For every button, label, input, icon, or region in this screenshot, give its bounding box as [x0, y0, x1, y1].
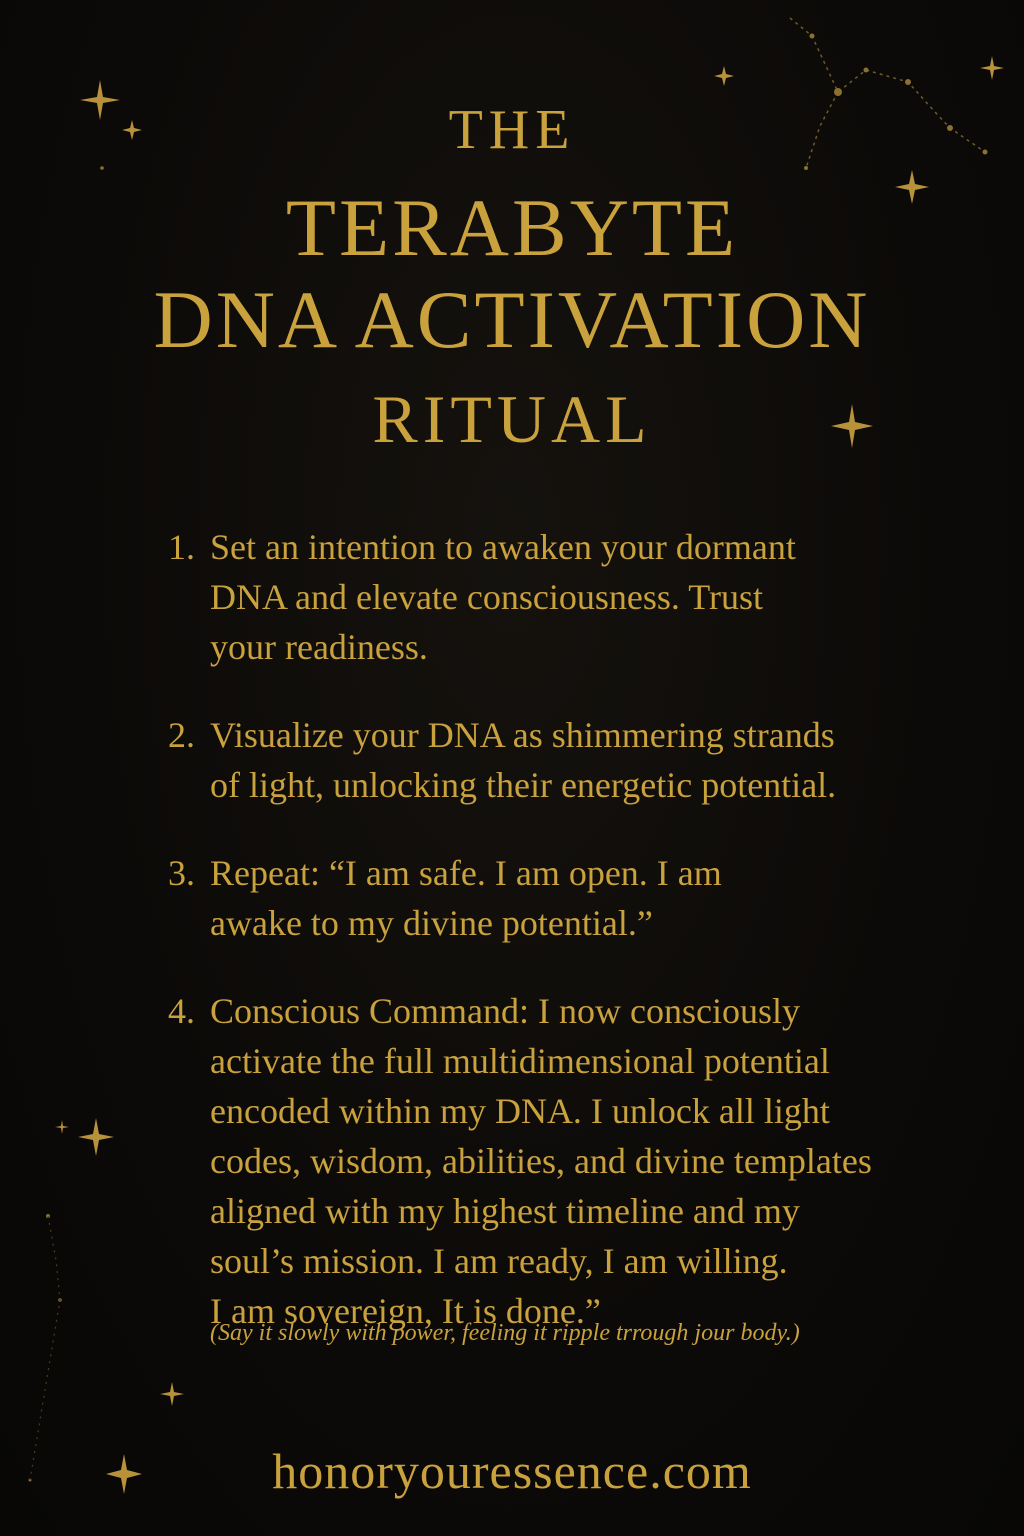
step-line: I am sovereign, It is done.”: [210, 1291, 601, 1331]
sparkle-star-icon: [78, 1118, 114, 1156]
step-number: 3.: [168, 853, 195, 893]
step-line: codes, wisdom, abilities, and divine templates: [210, 1141, 872, 1181]
step-number: 1.: [168, 527, 195, 567]
step-line: activate the full multidimensional potential: [210, 1041, 830, 1081]
step-number: 4.: [168, 991, 195, 1031]
ritual-step: [168, 986, 998, 1336]
ritual-steps-list: [168, 522, 998, 1374]
instruction-note: (Say it slowly with power, feeling it ripple trrough jour body.): [210, 1320, 800, 1346]
step-number: 2.: [168, 715, 195, 755]
step-line: Visualize your DNA as shimmering strands: [210, 715, 835, 755]
step-text: [210, 848, 998, 948]
sparkle-star-icon: [160, 1382, 184, 1406]
step-line: DNA and elevate consciousness. Trust: [210, 577, 763, 617]
step-line: soul’s mission. I am ready, I am willing.: [210, 1241, 788, 1281]
step-line: aligned with my highest timeline and my: [210, 1191, 800, 1231]
step-text: [210, 710, 998, 810]
step-line: Repeat: “I am safe. I am open. I am: [210, 853, 722, 893]
step-line: of light, unlocking their energetic potential.: [210, 765, 837, 805]
step-text: [210, 522, 998, 672]
title-ritual: RITUAL: [372, 381, 652, 457]
title-terabyte: TERABYTE: [285, 182, 739, 273]
sparkle-star-icon: [55, 1120, 69, 1134]
step-line: Conscious Command: I now consciously: [210, 991, 800, 1031]
sparkle-star-icon: [714, 66, 734, 86]
ritual-step: [168, 522, 998, 672]
title-the: THE: [448, 99, 576, 161]
title-dna-activation: DNA ACTIVATION: [153, 274, 871, 365]
step-line: awake to my divine potential.”: [210, 903, 653, 943]
step-line: your readiness.: [210, 627, 428, 667]
title-main: [0, 182, 1024, 366]
website-url: honoryouressence.com: [272, 1443, 752, 1499]
sparkle-star-icon: [980, 56, 1004, 80]
step-line: Set an intention to awaken your dormant: [210, 527, 796, 567]
step-text: [210, 986, 998, 1336]
step-line: encoded within my DNA. I unlock all light: [210, 1091, 830, 1131]
ritual-step: [168, 710, 998, 810]
ritual-step: [168, 848, 998, 948]
